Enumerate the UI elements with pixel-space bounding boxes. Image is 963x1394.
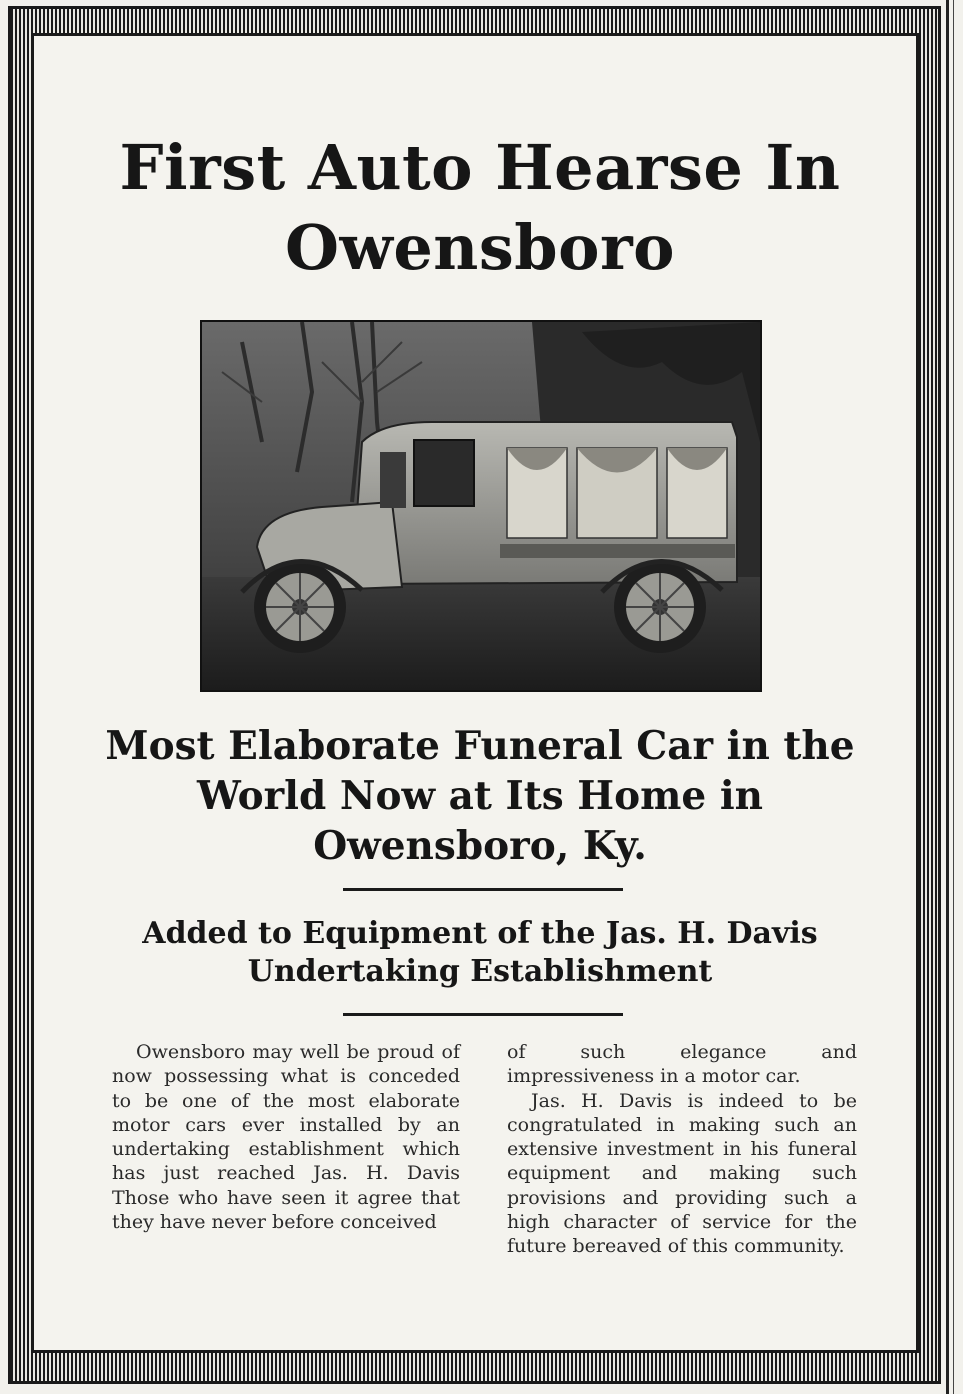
body-paragraph: Jas. H. Davis is indeed to be congratulated in making such an extensive investment in his funeral equipment and making such provisions and providing such a high character of service for the future bereaved of this community. (507, 1089, 857, 1258)
divider-rule-bottom (343, 1013, 623, 1016)
ad-title-line2: Owensboro (284, 211, 676, 284)
divider-rule-top (343, 888, 623, 891)
hearse-photo (200, 320, 762, 692)
subhead2-line1: Added to Equipment of the Jas. H. Davis (142, 916, 818, 951)
subhead2-line2: Undertaking Establishment (247, 954, 713, 989)
subhead-line1: Most Elaborate Funeral Car in the (105, 723, 855, 769)
subhead-line3: Owensboro, Ky. (313, 823, 647, 869)
body-column-right (507, 1040, 857, 1259)
ad-subheadline (80, 721, 880, 871)
hearse-illustration (202, 322, 760, 690)
body-paragraph: of such elegance and impressiveness in a motor car. (507, 1041, 857, 1088)
body-paragraph: Owensboro may well be proud of now possessing what is conceded to be one of the most elaborate motor cars ever installed by an undertaking establishment which has just reached Jas. H. Davis Those who have seen it agree that they have never before conceived (112, 1041, 460, 1234)
ad-title (100, 128, 860, 288)
subhead-line2: World Now at Its Home in (197, 773, 763, 819)
body-column-left (112, 1040, 460, 1234)
ad-secondary-headline (120, 915, 840, 991)
right-column-rule-thin (953, 0, 954, 1394)
right-column-rule (946, 0, 949, 1394)
ad-title-line1: First Auto Hearse In (119, 131, 841, 204)
